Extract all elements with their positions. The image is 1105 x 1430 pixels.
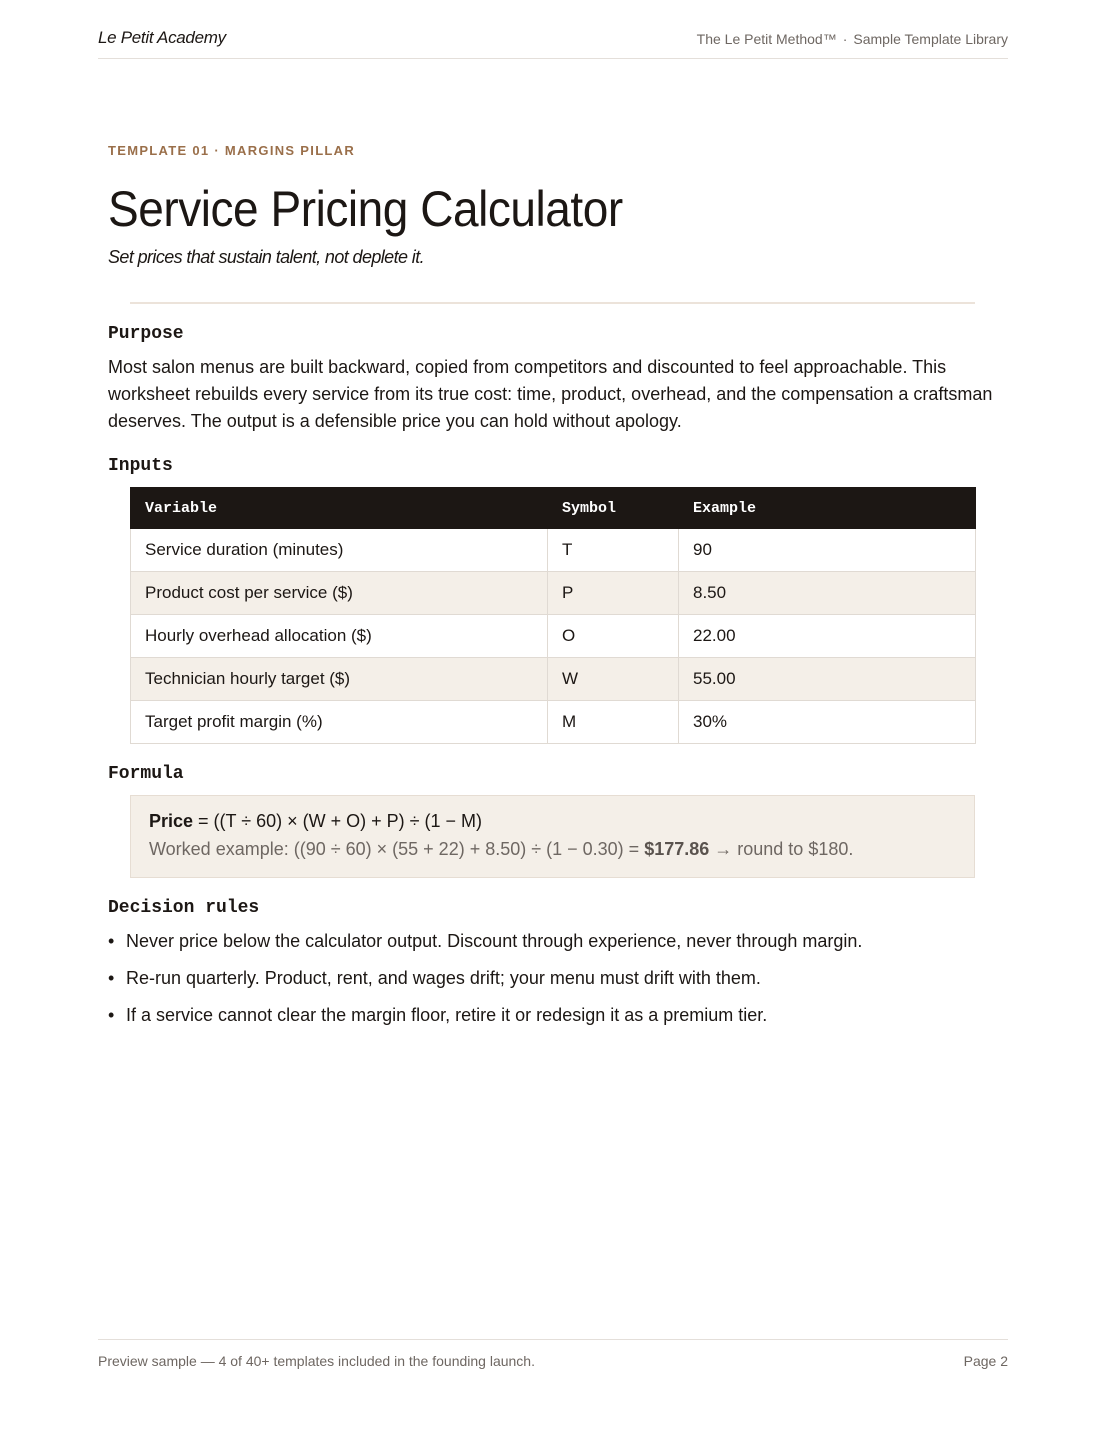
bullet: • (108, 931, 115, 951)
example-prefix: Worked example: ((90 ÷ 60) × (55 + 22) + 8.50) ÷ (1 − 0.30) = (149, 839, 645, 859)
header-separator: · (842, 31, 848, 47)
page-header (98, 28, 1008, 59)
rule-text: If a service cannot clear the margin floor, retire it or redesign it as a premium tier. (126, 1005, 768, 1025)
example-cell: 90 (679, 529, 976, 572)
inputs-table (130, 487, 976, 744)
library-label: Sample Template Library (853, 31, 1008, 47)
example-result: $177.86 (644, 839, 710, 859)
formula-heading: Formula (108, 764, 184, 784)
list-item (108, 1002, 862, 1039)
inputs-heading: Inputs (108, 456, 173, 476)
purpose-text: Most salon menus are built backward, copied from competitors and discounted to feel approachable. This worksheet rebuilds every service from its true cost: time, product, overhead, and the compensation a craftsman deserves. The output is a defensible price you can hold without apology. (108, 357, 993, 431)
symbol-cell: P (548, 572, 679, 615)
decision-rules-heading: Decision rules (108, 898, 260, 918)
table-row (131, 572, 976, 615)
list-item (108, 965, 862, 1002)
table-row (131, 658, 976, 701)
column-header-example: Example (679, 488, 976, 529)
rule-text: Never price below the calculator output. Discount through experience, never through margin. (126, 931, 863, 951)
footer-note: Preview sample — 4 of 40+ templates included in the founding launch. (98, 1353, 535, 1369)
example-cell: 8.50 (679, 572, 976, 615)
page-footer (98, 1339, 1008, 1369)
table-header-row (131, 488, 976, 529)
worked-example (149, 839, 853, 860)
purpose-heading: Purpose (108, 324, 184, 344)
method-label: The Le Petit Method™ (696, 31, 837, 47)
symbol-cell: O (548, 615, 679, 658)
symbol-cell: W (548, 658, 679, 701)
table-row (131, 529, 976, 572)
formula-expression (149, 811, 482, 832)
page-title: Service Pricing Calculator (108, 181, 623, 237)
table-row (131, 701, 976, 744)
symbol-cell: T (548, 529, 679, 572)
symbol-cell: M (548, 701, 679, 744)
header-meta (697, 31, 1008, 47)
example-cell: 55.00 (679, 658, 976, 701)
column-header-symbol: Symbol (548, 488, 679, 529)
example-cell: 30% (679, 701, 976, 744)
page-subtitle: Set prices that sustain talent, not deplete it. (108, 247, 425, 267)
rule-text: Re-run quarterly. Product, rent, and wages drift; your menu must drift with them. (126, 968, 761, 988)
variable-cell: Hourly overhead allocation ($) (131, 615, 548, 658)
formula-text: = ((T ÷ 60) × (W + O) + P) ÷ (1 − M) (193, 811, 483, 831)
formula-box (130, 795, 975, 878)
section-divider (130, 302, 975, 304)
variable-cell: Technician hourly target ($) (131, 658, 548, 701)
brand-name: Le Petit Academy (98, 28, 226, 47)
example-suffix: → round to $180. (709, 839, 854, 859)
variable-cell: Target profit margin (%) (131, 701, 548, 744)
bullet: • (108, 1005, 115, 1025)
page-number: Page 2 (963, 1353, 1008, 1369)
variable-cell: Service duration (minutes) (131, 529, 548, 572)
table-row (131, 615, 976, 658)
bullet: • (108, 968, 115, 988)
example-cell: 22.00 (679, 615, 976, 658)
column-header-variable: Variable (131, 488, 548, 529)
list-item (108, 928, 862, 965)
variable-cell: Product cost per service ($) (131, 572, 548, 615)
decision-rules-list (108, 928, 862, 1039)
template-eyebrow: TEMPLATE 01 · MARGINS PILLAR (108, 143, 356, 158)
formula-label: Price (149, 811, 194, 831)
